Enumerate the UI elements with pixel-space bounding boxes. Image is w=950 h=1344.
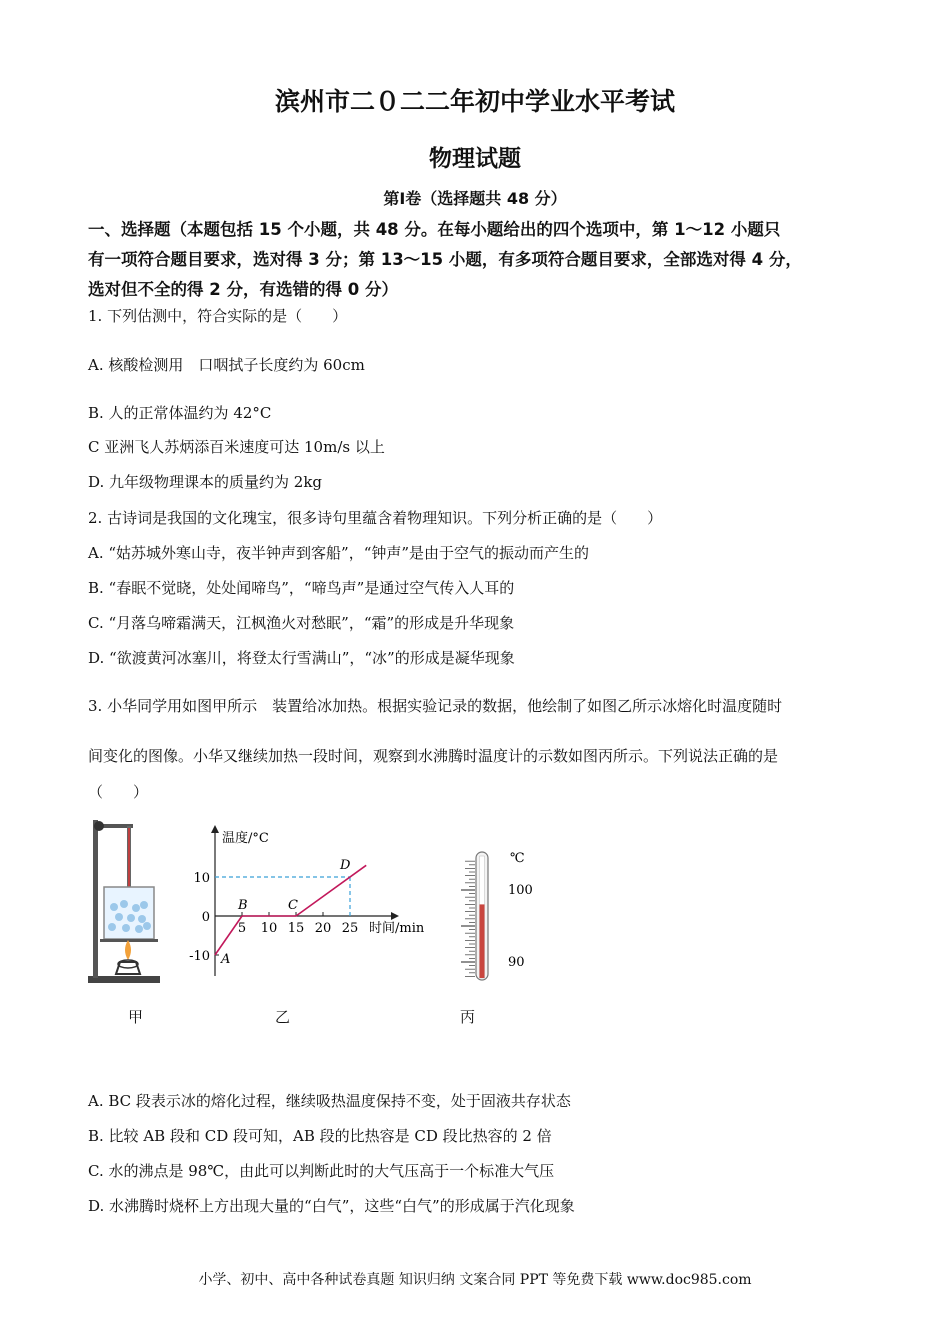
question-2-stem: 2. 古诗词是我国的文化瑰宝，很多诗句里蕴含着物理知识。下列分析正确的是（ ） [88,509,663,527]
temperature-graph [188,822,448,982]
caption-bing: 丙 [460,1008,476,1026]
y-axis-label: 温度/°C [222,831,269,846]
graph-layer [189,858,366,967]
question-2-option-b: B. “春眠不觉晓，处处闻啼鸟”，“啼鸟声”是通过空气传入人耳的 [88,579,515,597]
exam-title: 滨州市二０二二年初中学业水平考试 [274,87,675,116]
apparatus-figure [84,812,164,988]
point-label-d: D [340,858,351,873]
footer-text: 小学、初中、高中各种试卷真题 知识归纳 文案合同 PPT 等免费下载 www.doc985.com [198,1272,752,1288]
x-tick-label: 5 [237,921,247,936]
question-3-stem-line-1: 3. 小华同学用如图甲所示 装置给冰加热。根据实验记录的数据，他绘制了如图乙所示冰熔化时温度随时 [88,697,783,715]
thermometer-scale [461,861,475,976]
caption-yi: 乙 [275,1008,291,1026]
subject-title: 物理试题 [429,146,521,172]
x-tick-label: 15 [287,921,305,936]
x-axis-label: 时间/min [369,921,425,936]
question-1-stem: 1. 下列估测中，符合实际的是（ ） [88,307,348,325]
instructions-line-2: 有一项符合题目要求，选对得 3 分；第 13～15 小题，有多项符合题目要求，全部选对得 4 分， [88,250,802,269]
question-3-option-d: D. 水沸腾时烧杯上方出现大量的“白气”，这些“白气”的形成属于汽化现象 [88,1197,575,1215]
thermometer-label-90: 90 [508,955,525,970]
mercury-column [480,904,485,978]
caption-jia: 甲 [128,1008,144,1026]
question-1-option-a: A. 核酸检测用 口咽拭子长度约为 60cm [88,356,365,374]
x-axis-arrow [391,912,399,920]
question-3-option-c: C. 水的沸点是 98℃，由此可以判断此时的大气压高于一个标准大气压 [88,1162,555,1180]
question-3-stem-line-2: 间变化的图像。小华又继续加热一段时间，观察到水沸腾时温度计的示数如图丙所示。下列说法正确的是 [88,747,779,765]
x-tick-label: 10 [260,921,278,936]
question-3-option-b: B. 比较 AB 段和 CD 段可知，AB 段的比热容是 CD 段比热容的 2 倍 [88,1127,552,1145]
segment-cd [296,865,366,916]
instructions-line-3: 选对但不全的得 2 分，有选错的得 0 分） [88,280,398,299]
question-2-option-a: A. “姑苏城外寒山寺，夜半钟声到客船”，“钟声”是由于空气的振动而产生的 [88,544,590,562]
question-2-option-d: D. “欲渡黄河冰塞川，将登太行雪满山”，“冰”的形成是凝华现象 [88,649,515,667]
question-1-option-d: D. 九年级物理课本的质量约为 2kg [88,473,323,491]
instructions-line-1: 一、选择题（本题包括 15 个小题，共 48 分。在每小题给出的四个选项中，第 1～12 小题只 [88,220,781,239]
thermometer-unit: ℃ [510,851,525,866]
volume-heading: 第Ⅰ卷（选择题共 48 分） [383,189,567,208]
question-2-option-c: C. “月落乌啼霜满天，江枫渔火对愁眠”，“霜”的形成是升华现象 [88,614,515,632]
question-3-stem-line-3: （ ） [88,783,149,801]
y-tick-label: 10 [193,871,210,886]
y-tick-label: -10 [189,949,210,964]
question-1-option-c: C 亚洲飞人苏炳添百米速度可达 10m/s 以上 [88,438,385,456]
point-label-b: B [238,898,248,913]
question-1-option-b: B. 人的正常体温约为 42°C [88,404,272,422]
x-tick-label: 20 [314,921,332,936]
y-axis-arrow [211,825,219,833]
question-3-option-a: A. BC 段表示冰的熔化过程，继续吸热温度保持不变，处于固液共存状态 [88,1092,571,1110]
y-tick-label: 0 [201,910,210,925]
point-label-c: C [288,898,298,913]
thermometer-label-100: 100 [508,883,533,898]
thermometer-figure [452,848,542,984]
point-label-a: A [221,952,231,967]
x-tick-label: 25 [341,921,359,936]
